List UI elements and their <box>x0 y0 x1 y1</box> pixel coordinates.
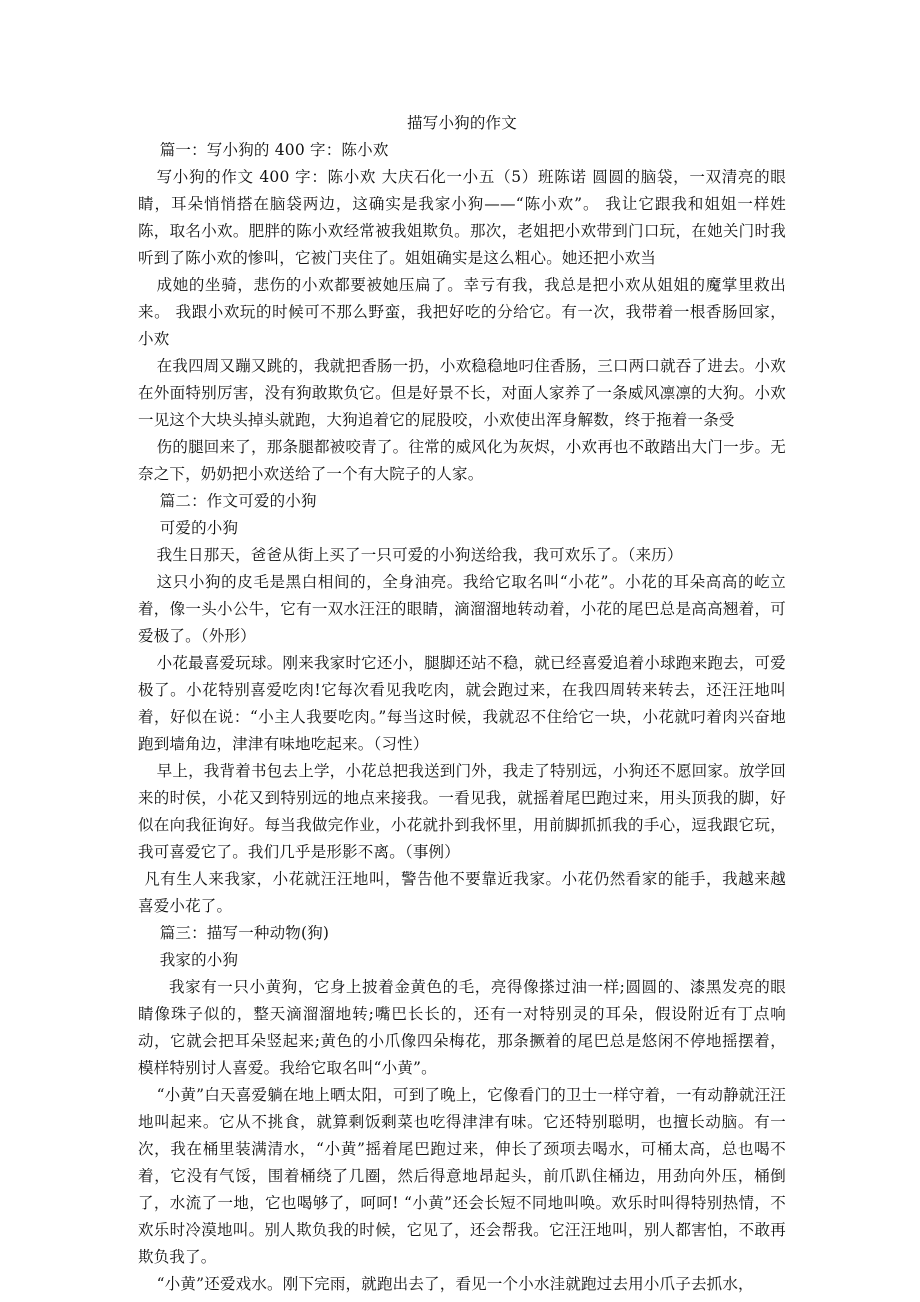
paragraph: 在我四周又蹦又跳的，我就把香肠一扔，小欢稳稳地叼住香肠，三口两口就吞了进去。小欢在外面特别厉害，没有狗敢欺负它。但是好景不长，对面人家养了一条威风凛凛的大狗。小欢一见这个大块头掉头就跑，大狗追着它的屁股咬，小欢使出浑身解数，终于拖着一条受 <box>138 357 786 429</box>
document-page <box>138 110 786 1298</box>
paragraph: 篇二：作文可爱的小狗 <box>159 492 317 510</box>
paragraph: 小花最喜爱玩球。刚来我家时它还小，腿脚还站不稳，就已经喜爱追着小球跑来跑去，可爱极了。小花特别喜爱吃肉!它每次看见我吃肉，就会跑过来，在我四周转来转去，还汪汪地叫着，好似在说：“小主人我要吃肉。”每当这时候，我就忍不住给它一块，小花就叼着肉兴奋地跑到墙角边，津津有味地吃起来。（习性） <box>138 654 786 753</box>
paragraph: 可爱的小狗 <box>159 519 239 537</box>
paragraph: 成她的坐骑，悲伤的小欢都要被她压扁了。幸亏有我，我总是把小欢从姐姐的魔掌里救出来。 我跟小欢玩的时候可不那么野蛮，我把好吃的分给它。有一次，我带着一根香肠回家，小欢 <box>138 276 786 348</box>
document-body <box>138 137 786 1298</box>
paragraph: 早上，我背着书包去上学，小花总把我送到门外，我走了特别远，小狗还不愿回家。放学回来的时侯，小花又到特别远的地点来接我。一看见我，就摇着尾巴跑过来，用头顶我的脚，好似在向我征询好。每当我做完作业，小花就扑到我怀里，用前脚抓抓我的手心，逗我跟它玩，我可喜爱它了。我们几乎是形影不离。（事例） <box>138 762 786 861</box>
paragraph: 写小狗的作文 400 字：陈小欢 大庆石化一小五（5）班陈诺 圆圆的脑袋，一双清亮的眼睛，耳朵悄悄搭在脑袋两边，这确实是我家小狗——“陈小欢”。 我让它跟我和姐姐一样姓陈，取名小欢。肥胖的陈小欢经常被我姐欺负。那次，老姐把小欢带到门口玩，在她关门时我听到了陈小欢的惨叫，它被门夹住了。姐姐确实是这么粗心。她还把小欢当 <box>138 168 786 267</box>
paragraph: “小黄”还爱戏水。刚下完雨，就跑出去了，看见一个小水洼就跑过去用小爪子去抓水， <box>156 1275 754 1293</box>
paragraph: “小黄”白天喜爱躺在地上晒太阳，可到了晚上，它像看门的卫士一样守着，一有动静就汪汪地叫起来。它从不挑食，就算剩饭剩菜也吃得津津有味。它还特别聪明，也擅长动脑。有一次，我在桶里装满清水，“小黄”摇着尾巴跑过来，伸长了颈项去喝水，可桶太高，总也喝不着，它没有气馁，围着桶绕了几圈，然后得意地昂起头，前爪趴住桶边，用劲向外压，桶倒了，水流了一地，它也喝够了，呵呵! “小黄”还会长短不同地叫唤。欢乐时叫得特别热情，不欢乐时冷漠地叫。别人欺负我的时候，它见了，还会帮我。它汪汪地叫，别人都害怕，不敢再欺负我了。 <box>138 1086 786 1266</box>
paragraph: 这只小狗的皮毛是黑白相间的，全身油亮。我给它取名叫“小花”。小花的耳朵高高的屹立着，像一头小公牛，它有一双水汪汪的眼睛，滴溜溜地转动着，小花的尾巴总是高高翘着，可爱极了。（外形） <box>138 573 786 645</box>
paragraph: 我家有一只小黄狗，它身上披着金黄色的毛，亮得像搽过油一样;圆圆的、漆黑发亮的眼睛像珠子似的，整天滴溜溜地转;嘴巴长长的，还有一对特别灵的耳朵，假设附近有丁点响动，它就会把耳朵竖起来;黄色的小爪像四朵梅花，那条撅着的尾巴总是悠闲不停地摇摆着，模样特别讨人喜爱。我给它取名叫“小黄”。 <box>138 978 786 1077</box>
paragraph: 我生日那天，爸爸从街上买了一只可爱的小狗送给我，我可欢乐了。（来历） <box>156 546 683 564</box>
paragraph: 篇一：写小狗的 400 字：陈小欢 <box>159 141 389 159</box>
paragraph: 伤的腿回来了，那条腿都被咬青了。往常的威风化为灰烬，小欢再也不敢踏出大门一步。无奈之下，奶奶把小欢送给了一个有大院子的人家。 <box>138 438 786 483</box>
paragraph: 我家的小狗 <box>159 951 239 969</box>
paragraph: 凡有生人来我家，小花就汪汪地叫，警告他不要靠近我家。小花仍然看家的能手，我越来越喜爱小花了。 <box>138 870 786 915</box>
paragraph: 篇三：描写一种动物(狗) <box>159 924 330 942</box>
document-title: 描写小狗的作文 <box>407 114 517 132</box>
